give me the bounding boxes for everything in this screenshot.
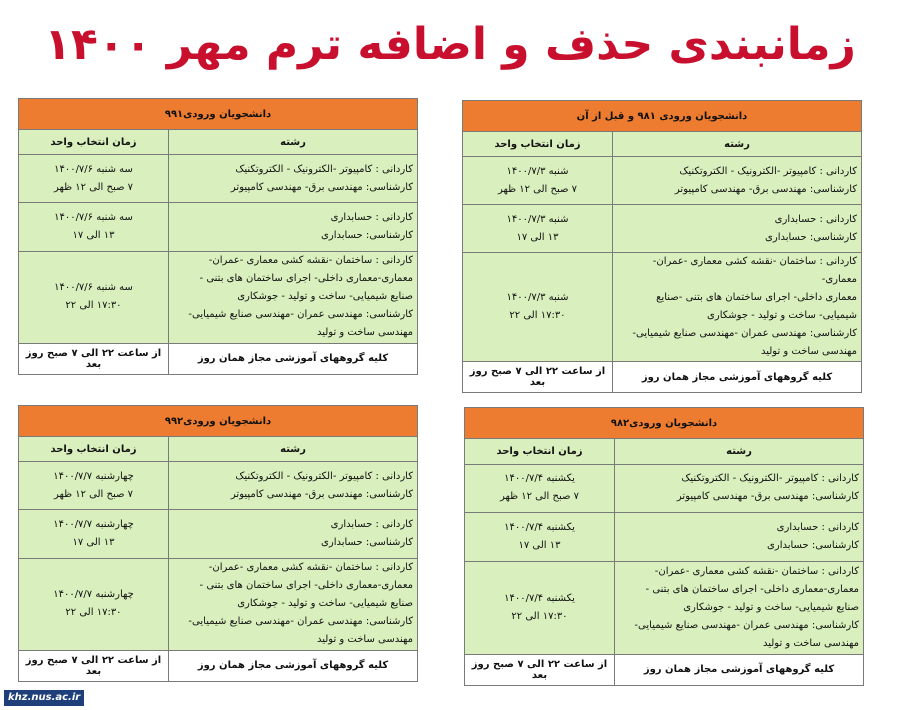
- footer-time-cell: از ساعت ۲۲ الی ۷ صبح روز بعد: [19, 343, 169, 374]
- column-header-time: زمان انتخاب واحد: [463, 132, 613, 157]
- page-title: زمانبندی حذف و اضافه ترم مهر ۱۴۰۰: [44, 19, 856, 70]
- time-cell: یکشنبه ۱۴۰۰/۷/۴ ۱۷:۳۰ الی ۲۲: [465, 561, 615, 654]
- schedule-table-982: [464, 407, 864, 686]
- time-cell: یکشنبه ۱۴۰۰/۷/۴ ۱۳ الی ۱۷: [465, 513, 615, 562]
- footer-field-cell: کلیه گروههای آموزشی مجاز همان روز: [615, 654, 864, 685]
- table-header: دانشجویان ورودی۹۹۱: [19, 99, 418, 130]
- time-cell: سه شنبه ۱۴۰۰/۷/۶ ۷ صبح الی ۱۲ ظهر: [19, 155, 169, 203]
- field-cell: کاردانی : کامپیوتر -الکترونیک - الکتروتکنیک کارشناسی: مهندسی برق- مهندسی کامپیوتر: [169, 155, 418, 203]
- column-header-field: رشته: [613, 132, 862, 157]
- time-cell: شنبه ۱۴۰۰/۷/۳ ۷ صبح الی ۱۲ ظهر: [463, 157, 613, 205]
- footer-time-cell: از ساعت ۲۲ الی ۷ صبح روز بعد: [463, 362, 613, 393]
- column-header-time: زمان انتخاب واحد: [465, 439, 615, 464]
- column-header-field: رشته: [169, 130, 418, 155]
- field-cell: کاردانی : کامپیوتر -الکترونیک - الکتروتکنیک کارشناسی: مهندسی برق- مهندسی کامپیوتر: [615, 464, 864, 513]
- column-header-time: زمان انتخاب واحد: [19, 437, 169, 462]
- time-cell: سه شنبه ۱۴۰۰/۷/۶ ۱۷:۳۰ الی ۲۲: [19, 251, 169, 343]
- field-cell: کاردانی : کامپیوتر -الکترونیک - الکتروتکنیک کارشناسی: مهندسی برق- مهندسی کامپیوتر: [169, 462, 418, 510]
- field-cell: کاردانی : حسابداری کارشناسی: حسابداری: [613, 205, 862, 253]
- field-cell: کاردانی : حسابداری کارشناسی: حسابداری: [615, 513, 864, 562]
- field-cell: کاردانی : ساختمان -نقشه کشی معماری -عمران- معماری-معماری داخلی- اجرای ساختمان های بتنی - صنایع شیمیایی- ساخت و تولید - جوشکاری کارشناسی: مهندسی عمران -مهندسی صنایع شیمیایی- مهندسی ساخت و تولید: [169, 558, 418, 650]
- field-cell: کاردانی : حسابداری کارشناسی: حسابداری: [169, 510, 418, 558]
- schedule-table-992: [18, 405, 418, 682]
- time-cell: شنبه ۱۴۰۰/۷/۳ ۱۳ الی ۱۷: [463, 205, 613, 253]
- time-cell: چهارشنبه ۱۴۰۰/۷/۷ ۱۷:۳۰ الی ۲۲: [19, 558, 169, 650]
- schedule-table-981: [462, 100, 862, 393]
- time-cell: چهارشنبه ۱۴۰۰/۷/۷ ۷ صبح الی ۱۲ ظهر: [19, 462, 169, 510]
- column-header-time: زمان انتخاب واحد: [19, 130, 169, 155]
- time-cell: سه شنبه ۱۴۰۰/۷/۶ ۱۳ الی ۱۷: [19, 203, 169, 251]
- field-cell: کاردانی : ساختمان -نقشه کشی معماری -عمران- معماری-معماری داخلی- اجرای ساختمان های بتنی - صنایع شیمیایی- ساخت و تولید - جوشکاری کارشناسی: مهندسی عمران -مهندسی صنایع شیمیایی- مهندسی ساخت و تولید: [169, 251, 418, 343]
- column-header-field: رشته: [615, 439, 864, 464]
- schedule-table-991: [18, 98, 418, 375]
- table-header: دانشجویان ورودی ۹۸۱ و قبل از آن: [463, 101, 862, 132]
- footer-field-cell: کلیه گروههای آموزشی مجاز همان روز: [613, 362, 862, 393]
- field-cell: کاردانی : کامپیوتر -الکترونیک - الکتروتکنیک کارشناسی: مهندسی برق- مهندسی کامپیوتر: [613, 157, 862, 205]
- table-header: دانشجویان ورودی۹۹۲: [19, 406, 418, 437]
- time-cell: شنبه ۱۴۰۰/۷/۳ ۱۷:۳۰ الی ۲۲: [463, 253, 613, 362]
- field-cell: کاردانی : ساختمان -نقشه کشی معماری -عمران- معماری- معماری داخلی- اجرای ساختمان های بتنی -صنایع شیمیایی- ساخت و تولید - جوشکاری کارشناسی: مهندسی عمران -مهندسی صنایع شیمیایی- مهندسی ساخت و تولید: [613, 253, 862, 362]
- field-cell: کاردانی : ساختمان -نقشه کشی معماری -عمران- معماری-معماری داخلی- اجرای ساختمان های بتنی - صنایع شیمیایی- ساخت و تولید - جوشکاری کارشناسی: مهندسی عمران -مهندسی صنایع شیمیایی- مهندسی ساخت و تولید: [615, 561, 864, 654]
- footer-field-cell: کلیه گروههای آموزشی مجاز همان روز: [169, 343, 418, 374]
- footer-field-cell: کلیه گروههای آموزشی مجاز همان روز: [169, 650, 418, 681]
- field-cell: کاردانی : حسابداری کارشناسی: حسابداری: [169, 203, 418, 251]
- footer-time-cell: از ساعت ۲۲ الی ۷ صبح روز بعد: [19, 650, 169, 681]
- time-cell: چهارشنبه ۱۴۰۰/۷/۷ ۱۳ الی ۱۷: [19, 510, 169, 558]
- footer-time-cell: از ساعت ۲۲ الی ۷ صبح روز بعد: [465, 654, 615, 685]
- time-cell: یکشنبه ۱۴۰۰/۷/۴ ۷ صبح الی ۱۲ ظهر: [465, 464, 615, 513]
- column-header-field: رشته: [169, 437, 418, 462]
- site-watermark: khz.nus.ac.ir: [4, 690, 84, 706]
- table-header: دانشجویان ورودی۹۸۲: [465, 408, 864, 439]
